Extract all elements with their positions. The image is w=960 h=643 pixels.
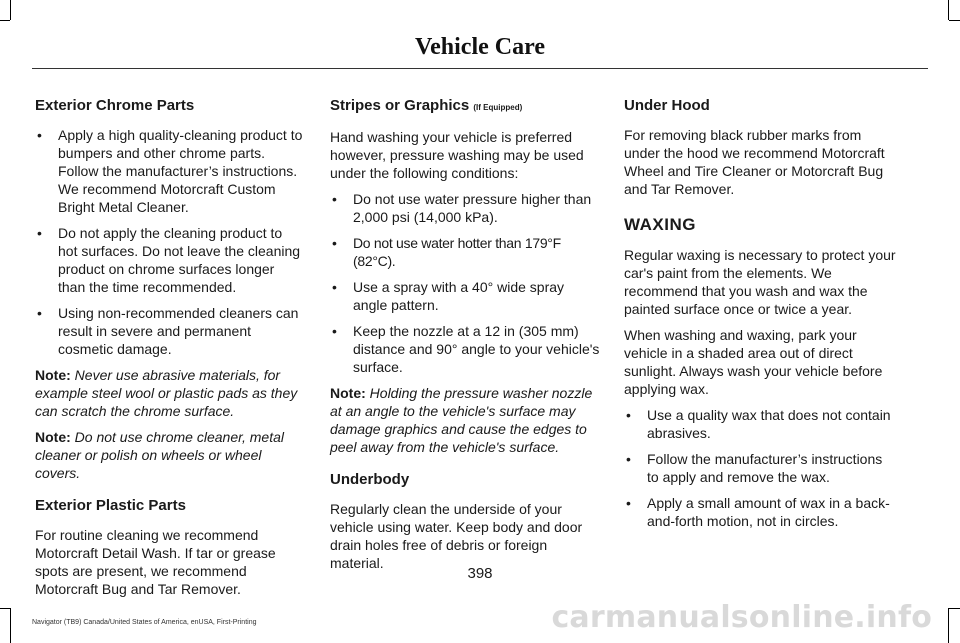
page-title: Vehicle Care [415, 34, 545, 60]
crop-mark [948, 608, 949, 643]
crop-mark [10, 0, 11, 20]
list-item: • Do not use water hotter than 179°F (82°C). [330, 234, 600, 270]
header-divider [32, 68, 928, 69]
waxing-bullet-list [624, 406, 896, 530]
underbody-body: Regularly clean the underside of your vehicle using water. Keep body and door drain holes free of debris or foreign material. [330, 501, 583, 571]
section-heading-waxing: WAXING [624, 215, 696, 234]
waxing-paragraph: Regular waxing is necessary to protect your car's paint from the elements. We recommend that you wash and wax the painted surface once or twice a year. [624, 247, 896, 317]
section-heading-stripes [330, 96, 600, 118]
list-item: • Follow the manufacturer’s instructions to apply and remove the wax. [624, 450, 896, 486]
section-heading-underbody: Underbody [330, 471, 410, 488]
list-item: • Do not apply the cleaning product to hot surfaces. Do not leave the cleaning product on chrome surfaces longer than the time recommended. [35, 224, 305, 296]
crop-mark [0, 608, 10, 609]
crop-mark [948, 0, 949, 20]
watermark: carmanualsonline.info [551, 600, 932, 635]
list-item: • Keep the nozzle at a 12 in (305 mm) distance and 90° angle to your vehicle's surface. [330, 322, 600, 376]
crop-mark [949, 608, 960, 609]
note-label: Note: [35, 429, 71, 445]
column-middle [330, 96, 600, 580]
note-label: Note: [35, 367, 71, 383]
section-heading-chrome: Exterior Chrome Parts [35, 97, 195, 114]
stripes-intro: Hand washing your vehicle is preferred however, pressure washing may be used under the following conditions: [330, 129, 584, 181]
note [35, 428, 305, 482]
column-right [624, 96, 896, 538]
stripes-bullet-list [330, 190, 600, 376]
crop-mark [949, 20, 960, 21]
list-item: • Using non-recommended cleaners can result in severe and permanent cosmetic damage. [35, 304, 305, 358]
list-item: • Do not use water pressure higher than 2,000 psi (14,000 kPa). [330, 190, 600, 226]
list-item: • Use a spray with a 40° wide spray angle pattern. [330, 278, 600, 314]
condition-label: (If Equipped) [473, 103, 523, 112]
stripes-heading-text: Stripes or Graphics [330, 97, 470, 114]
crop-mark [10, 608, 11, 643]
section-heading-underhood: Under Hood [624, 97, 710, 114]
waxing-paragraph: When washing and waxing, park your vehicle in a shaded area out of direct sunlight. Always wash your vehicle before applying wax. [624, 327, 883, 397]
crop-mark [0, 20, 10, 21]
list-item: • Apply a small amount of wax in a back-and-forth motion, not in circles. [624, 494, 896, 530]
note-label: Note: [330, 385, 366, 401]
note-text: Do not use chrome cleaner, metal cleaner or polish on wheels or wheel covers. [35, 429, 285, 481]
underhood-body: For removing black rubber marks from under the hood we recommend Motorcraft Wheel and Tire Cleaner or Motorcraft Bug and Tar Remover. [624, 127, 885, 197]
chrome-bullet-list [35, 126, 305, 358]
section-heading-plastic: Exterior Plastic Parts [35, 497, 186, 514]
column-left [35, 96, 305, 606]
note [35, 366, 305, 420]
list-item: • Apply a high quality-cleaning product to bumpers and other chrome parts. Follow the manufacturer’s instructions. We recommend Motorcraft Custom Bright Metal Cleaner. [35, 126, 305, 216]
footer-text: Navigator (TB9) Canada/United States of America, enUSA, First-Printing [32, 619, 257, 626]
note [330, 384, 600, 456]
note-text: Never use abrasive materials, for example steel wool or plastic pads as they can scratch the chrome surface. [35, 367, 298, 419]
plastic-body: For routine cleaning we recommend Motorcraft Detail Wash. If tar or grease spots are present, we recommend Motorcraft Bug and Tar Remover. [35, 527, 276, 597]
page-number: 398 [467, 565, 493, 582]
list-item: • Use a quality wax that does not contain abrasives. [624, 406, 896, 442]
note-text: Holding the pressure washer nozzle at an angle to the vehicle's surface may damage graphics and cause the edges to peel away from the vehicle's surface. [330, 385, 593, 455]
